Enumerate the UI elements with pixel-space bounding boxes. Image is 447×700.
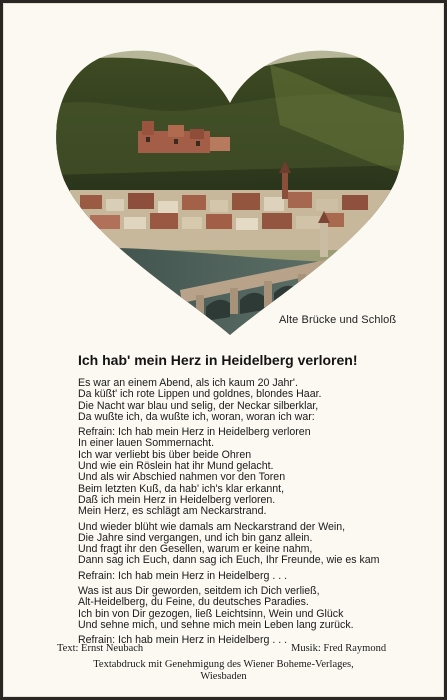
lyric-line: Refrain: Ich hab mein Herz in Heidelberg verloren bbox=[78, 426, 311, 439]
print-note-line-2: Wiesbaden bbox=[200, 671, 247, 682]
lyric-line: Es war an einem Abend, als ich kaum 20 Jahr'. bbox=[78, 377, 298, 389]
lyricist-credit: Text: Ernst Neubach bbox=[57, 643, 144, 654]
lyric-line: Was ist aus Dir geworden, seitdem ich Dich verließ, bbox=[78, 585, 320, 598]
lyric-line: Da wußte ich, da wußte ich, woran, woran ich war: bbox=[78, 410, 315, 423]
lyric-line: Refrain: Ich hab mein Herz in Heidelberg . . . bbox=[78, 634, 288, 647]
heart-photo bbox=[50, 45, 410, 345]
lyric-line: Beim letzten Kuß, da hab' ich's klar erkannt, bbox=[78, 482, 285, 495]
stanza-refrain bbox=[78, 427, 428, 517]
stanza-verse-3 bbox=[78, 586, 428, 631]
composer-credit: Musik: Fred Raymond bbox=[291, 643, 387, 654]
lyric-line: Ich war verliebt bis über beide Ohren bbox=[78, 448, 252, 461]
lyric-line: Dann sag ich Euch, dann sag ich Euch, Ihr Freunde, wie es kam bbox=[78, 554, 380, 567]
lyric-line: Und wie ein Röslein hat ihr Mund gelacht. bbox=[78, 460, 274, 473]
lyric-line: Ich bin von Dir gezogen, ließ Leichtsinn, Wein und Glück bbox=[78, 607, 344, 620]
lyric-line: Mein Herz, es schlägt am Neckarstrand. bbox=[78, 505, 267, 518]
stanza-verse-2 bbox=[78, 522, 428, 567]
photo-caption: Alte Brücke und Schloß bbox=[279, 314, 397, 326]
lyric-line: Und wieder blüht wie damals am Neckarstrand der Wein, bbox=[78, 520, 346, 533]
stanza-verse-1 bbox=[78, 378, 428, 423]
song-title: Ich hab' mein Herz in Heidelberg verloren! bbox=[78, 352, 358, 368]
lyric-line: Daß ich mein Herz in Heidelberg verloren. bbox=[78, 493, 276, 506]
lyric-line: In einer lauen Sommernacht. bbox=[78, 437, 215, 450]
lyric-line: Die Nacht war blau und selig, der Neckar silberklar, bbox=[78, 399, 319, 412]
lyric-line: Da küßt' ich rote Lippen und goldnes, blondes Haar. bbox=[78, 388, 322, 401]
print-permission-note bbox=[0, 659, 447, 683]
lyric-line: Und als wir Abschied nahmen vor den Toren bbox=[78, 471, 286, 484]
heart-photo-svg bbox=[50, 45, 410, 345]
song-lyrics bbox=[78, 378, 428, 651]
lyric-line: Die Jahre sind vergangen, und ich bin ganz allein. bbox=[78, 531, 313, 544]
lyric-line: Refrain: Ich hab mein Herz in Heidelberg . . . bbox=[78, 569, 288, 582]
print-note-line-1: Textabdruck mit Genehmigung des Wiener Boheme-Verlages, bbox=[93, 659, 354, 670]
lyric-line: Alt-Heidelberg, du Feine, du deutsches Paradies. bbox=[78, 596, 309, 609]
stanza-refrain-short-1 bbox=[78, 571, 428, 582]
lyric-line: Und fragt ihr den Gesellen, warum er keine nahm, bbox=[78, 543, 313, 556]
lyric-line: Und sehne mich, und sehne mich mein Leben lang zurück. bbox=[78, 618, 354, 631]
postcard bbox=[3, 3, 444, 697]
